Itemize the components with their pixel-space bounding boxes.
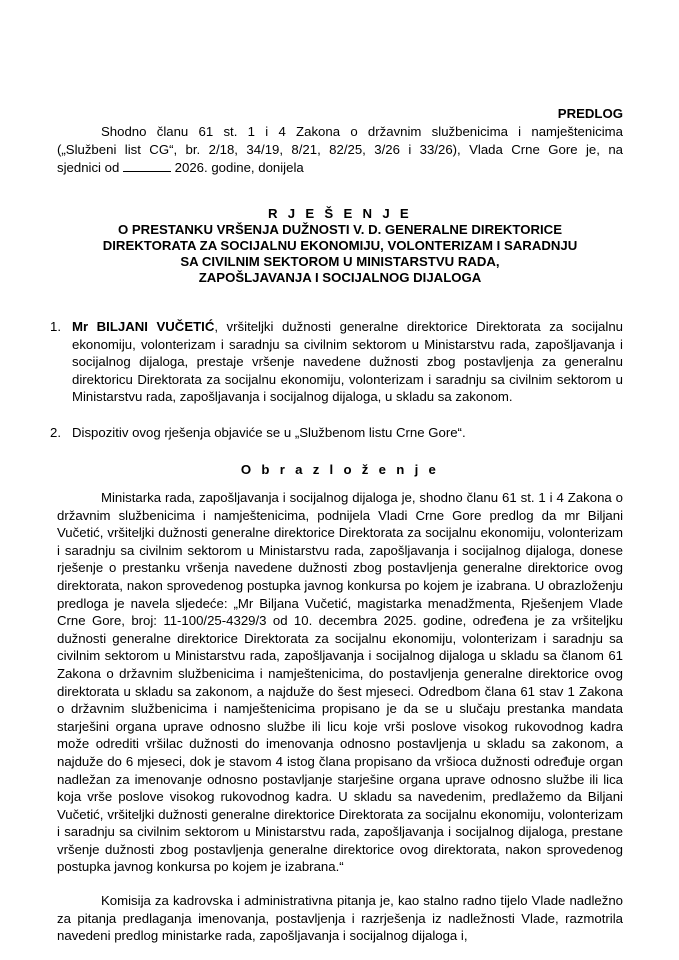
title-line-4: ZAPOŠLJAVANJA I SOCIJALNOG DIJALOGA bbox=[198, 270, 482, 285]
predlog-label: PREDLOG bbox=[557, 106, 623, 121]
obrazlozenje-paragraph-2: Komisija za kadrovska i administrativna pitanja je, kao stalno radno tijelo Vlade nadležno za pitanja predlaganja imenovanja, postavljenja i razrješenja iz nadležnosti Vlade, razmotrila navedeni predlog ministarke rada, zapošljavanja i socijalnog dijaloga i, bbox=[57, 893, 623, 944]
list-item-1-text bbox=[72, 319, 623, 404]
date-blank bbox=[123, 160, 171, 172]
preamble-line-1: Shodno članu 61 st. 1 i 4 Zakona o državnim službenicima i namještenicima bbox=[101, 124, 623, 139]
title-line-2: DIREKTORATA ZA SOCIJALNU EKONOMIJU, VOLONTERIZAM I SARADNJU bbox=[102, 238, 578, 253]
preamble-line-3-start: sjednici od bbox=[57, 160, 120, 175]
preamble-line-3 bbox=[57, 159, 623, 177]
title-word: R J E Š E N J E bbox=[267, 206, 413, 221]
preamble-line-2: („Službeni list CG“, br. 2/18, 34/19, 8/21, 82/25, 3/26 i 33/26), Vlada Crne Gore je, na bbox=[57, 142, 623, 157]
list-item-2 bbox=[50, 424, 623, 442]
list-number-2: 2. bbox=[50, 425, 61, 440]
title-line-3: SA CIVILNIM SEKTOROM U MINISTARSTVU RADA, bbox=[180, 254, 500, 269]
list-item-2-text: Dispozitiv ovog rješenja objaviće se u „Službenom listu Crne Gore“. bbox=[72, 425, 466, 440]
person-name: Mr BILJANI VUČETIĆ bbox=[72, 319, 215, 334]
obrazlozenje-heading: O b r a z l o ž e n j e bbox=[240, 462, 440, 477]
title-line-1: O PRESTANKU VRŠENJA DUŽNOSTI V. D. GENERALNE DIREKTORICE bbox=[117, 222, 563, 237]
preamble-line-3-end: 2026. godine, donijela bbox=[174, 160, 304, 175]
obrazlozenje-paragraph-1: Ministarka rada, zapošljavanja i socijalnog dijaloga je, shodno članu 61 st. 1 i 4 Zakona o državnim službenicima i namještenicima, podnijela Vladi Crne Gore predlog da mr Biljani Vučetić, vršiteljki dužnosti generalne direktorice Direktorata za socijalnu ekonomiju, volonterizam i saradnju sa civilnim sektorom u Ministarstvu rada, zapošljavanja i socijalnog dijaloga, donese rješenje o prestanku vršenja navedene dužnosti zbog postavljenja generalne direktorice ovog direktorata, nakon sprovedenog postupka javnog konkursa po kojem je izabrana. U obrazloženju predloga je navela sljedeće: „Mr Biljana Vučetić, magistarka menadžmenta, Rješenjem Vlade Crne Gore, broj: 11-100/25-4329/3 od 10. decembra 2025. godine, određena je za vršiteljku dužnosti generalne direktorice Direktorata za socijalnu ekonomiju, volonterizam i saradnju sa civilnim sektorom u Ministarstvu rada, zapošljavanja i socijalnog dijaloga u skladu sa članom 61 Zakona o državnim službenicima i namještenicima, do postavljenja generalne direktorice ovog direktorata u skladu sa zakonom, a najduže do šest mjeseci. Odredbom člana 61 stav 1 Zakona o državnim službenicima i namještenicima propisano je da se u slučaju prestanka mandata starješini organa uprave odnosno službe ili licu koje vrši poslove visokog rukovodnog kadra može odrediti vršilac dužnosti do imenovanja odnosno postavljenja u skladu sa zakonom, a najduže do 6 mjeseci, dok je stavom 4 istog člana propisano da vršioca dužnosti određuje organ nadležan za imenovanje odnosno postavljanje starješine organa uprave odnosno službe ili lica koja vrše poslove visokog rukovodnog kadra. U skladu sa navedenim, predlažemo da Biljani Vučetić, vršiteljki dužnosti generalne direktorice Direktorata za socijalnu ekonomiju, volonterizam i saradnju sa civilnim sektorom u Ministarstvu rada, zapošljavanja i socijalnog dijaloga, prestane vršenje dužnosti zbog postavljenja generalne direktorice ovog direktorata, nakon sprovedenog postupka javnog konkursa po kojem je izabrana.“ bbox=[57, 490, 623, 875]
list-number-1: 1. bbox=[50, 319, 61, 334]
list-item-1-body: , vršiteljki dužnosti generalne direktorice Direktorata za socijalnu ekonomiju, volonterizam i saradnju sa civilnim sektorom u Ministarstvu rada, zapošljavanja i socijalnog dijaloga, prestaje vršenje navedene dužnosti zbog postavljenja za generalnu direktoricu Direktorata za socijalnu ekonomiju, volonterizam i saradnju sa civilnim sektorom u Ministarstvu rada, zapošljavanja i socijalnog dijaloga, u skladu sa zakonom. bbox=[72, 319, 623, 405]
list-item-1 bbox=[50, 318, 623, 406]
